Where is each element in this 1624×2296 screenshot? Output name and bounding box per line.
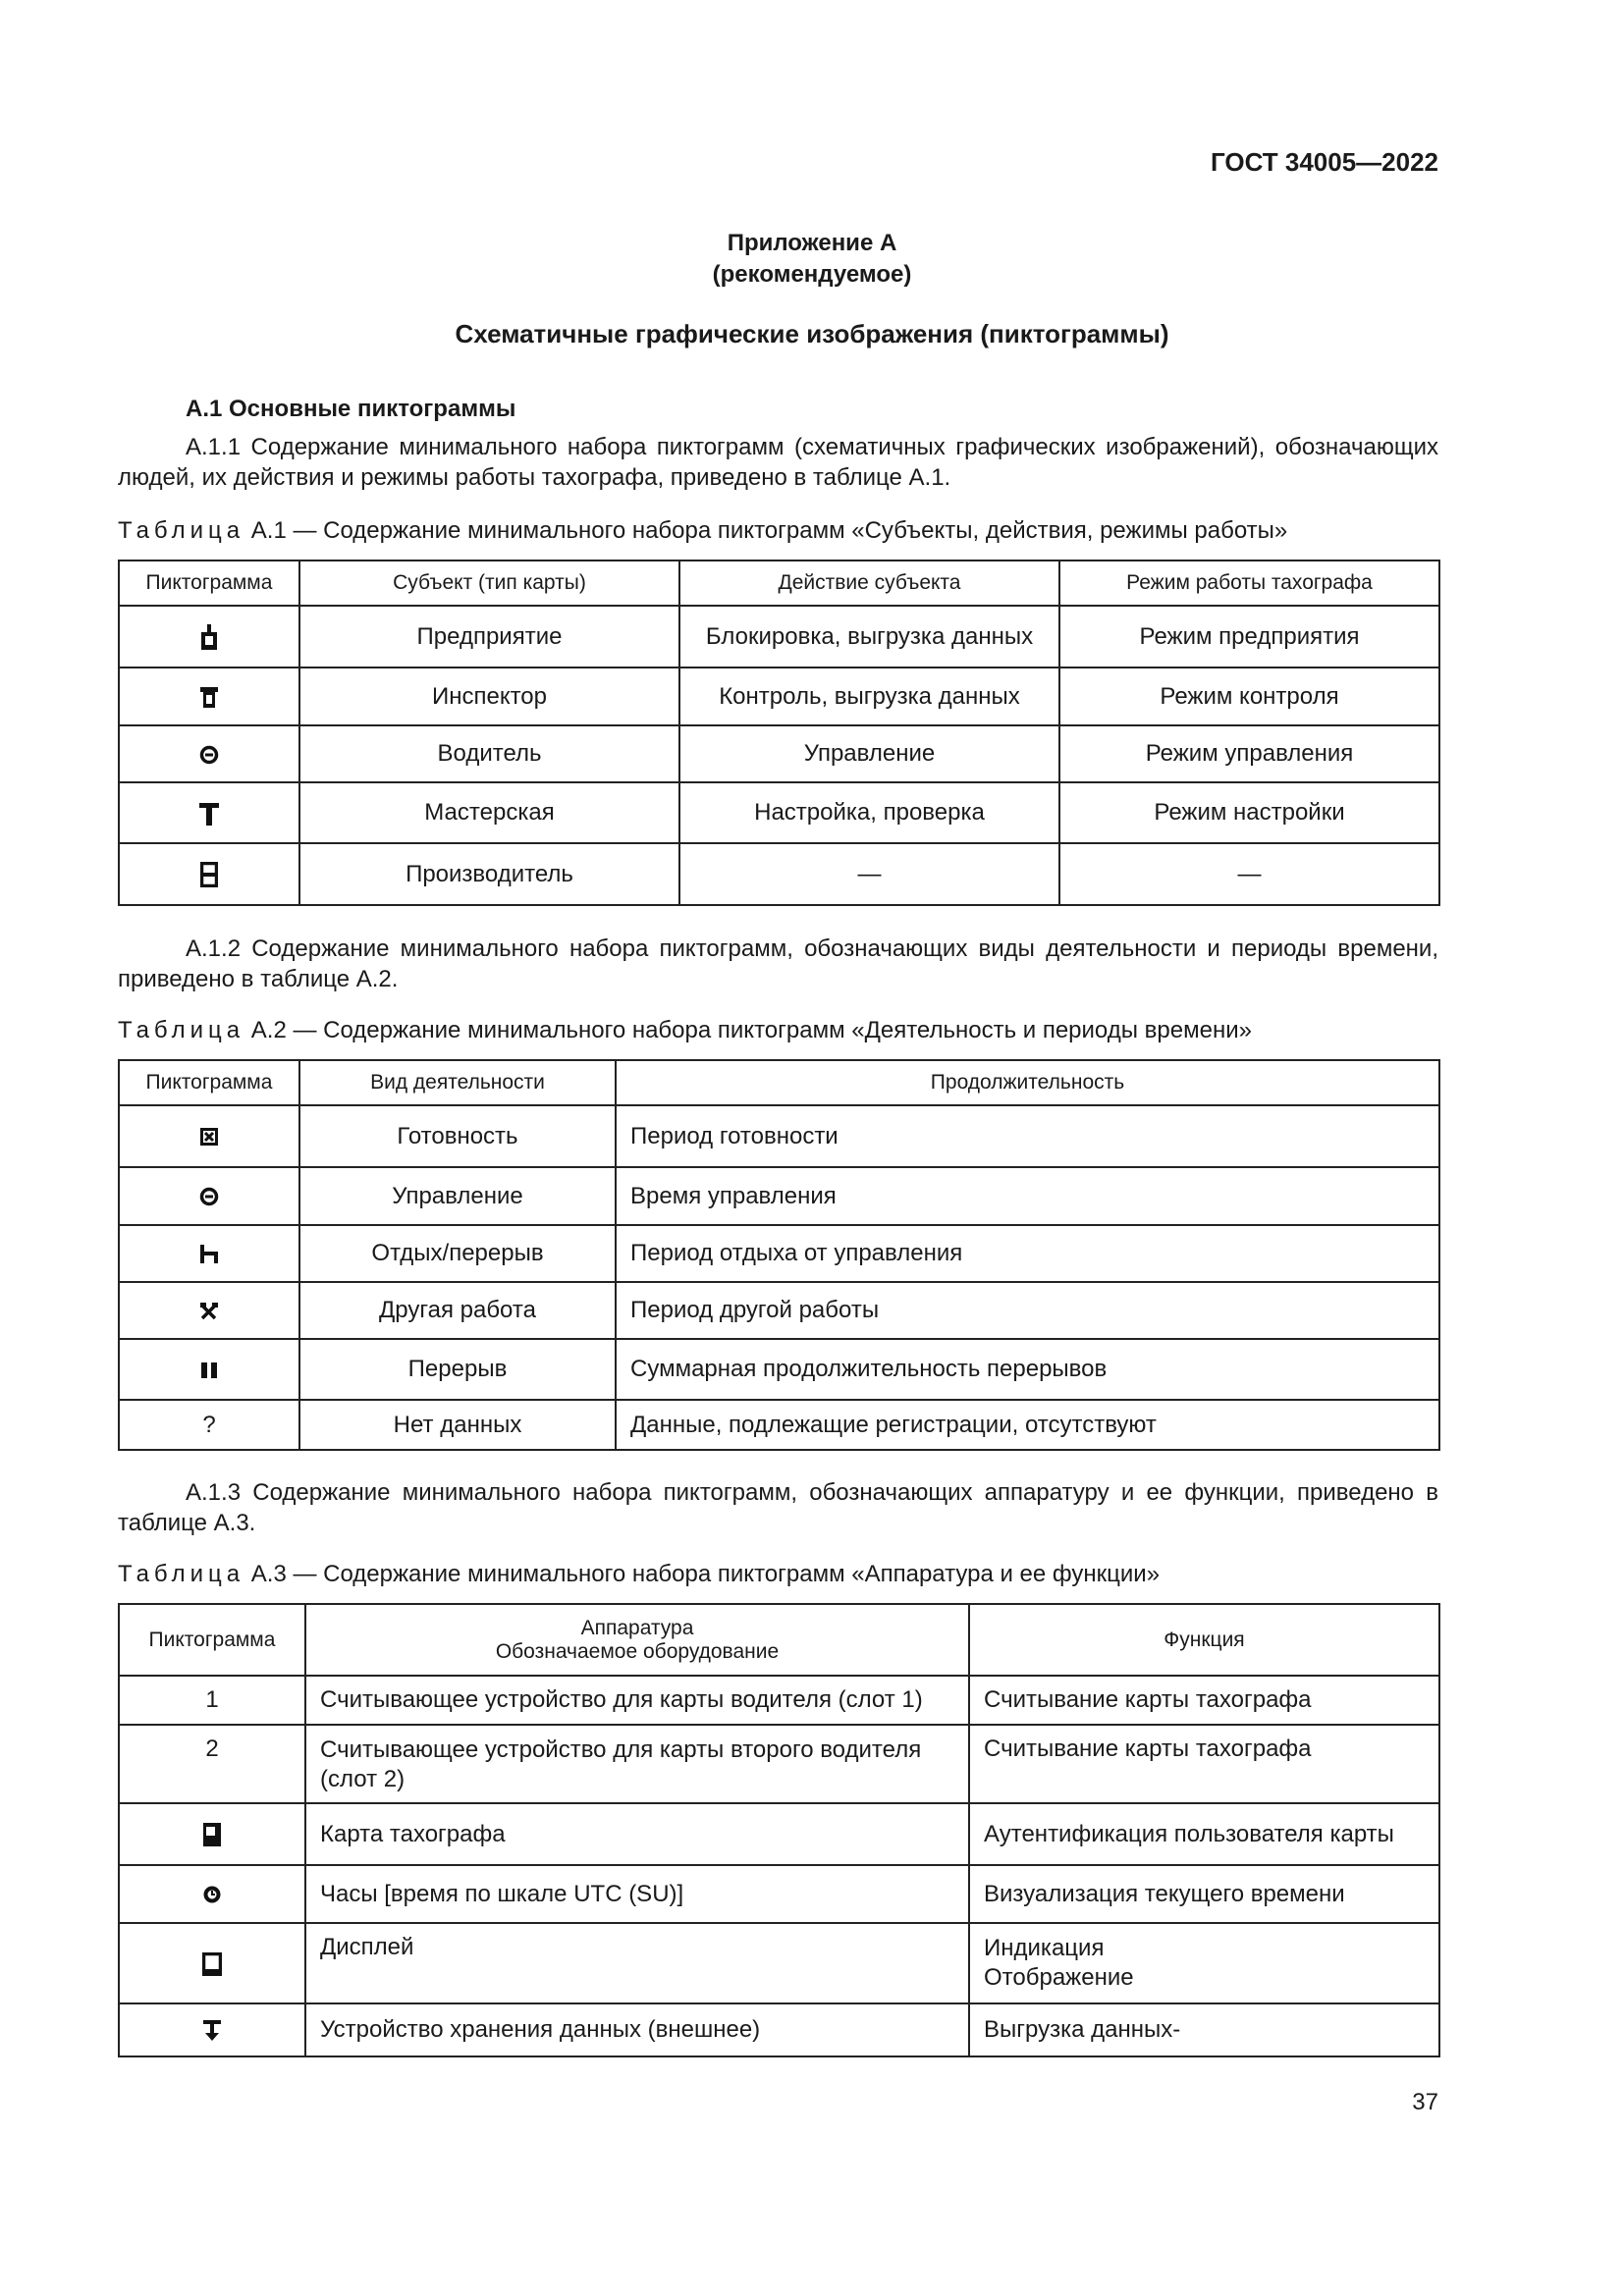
table-row xyxy=(119,1167,1439,1225)
table-cell: Считывающее устройство для карты водителя (слот 1) xyxy=(305,1676,969,1725)
paragraph-a13: А.1.3 Содержание минимального набора пиктограмм, обозначающих аппаратуру и ее функции, приведено в таблице А.3. xyxy=(118,1479,1438,1536)
header-cell: Функция xyxy=(969,1604,1439,1676)
caption-word: Таблица xyxy=(118,1561,245,1587)
appendix-heading xyxy=(0,228,1624,291)
pictogram-cell xyxy=(119,2003,305,2056)
header-cell: Пиктограмма xyxy=(119,1060,299,1105)
table-cell: Период другой работы xyxy=(616,1282,1439,1339)
table-cell: Индикация Отображение xyxy=(969,1923,1439,2003)
company-icon xyxy=(199,623,219,651)
header-cell: Режим работы тахографа xyxy=(1059,561,1439,606)
table-cell: Готовность xyxy=(299,1105,616,1167)
table-row xyxy=(119,1400,1439,1450)
table-cell: Данные, подлежащие регистрации, отсутствуют xyxy=(616,1400,1439,1450)
section-title: Схематичные графические изображения (пиктограммы) xyxy=(455,319,1169,348)
appendix-status: (рекомендуемое) xyxy=(712,261,912,288)
table-row xyxy=(119,1105,1439,1167)
table-cell: Контроль, выгрузка данных xyxy=(679,667,1059,725)
table-row xyxy=(119,1865,1439,1923)
table-header-row xyxy=(119,1060,1439,1105)
pictogram-cell xyxy=(119,1865,305,1923)
table-header-row xyxy=(119,561,1439,606)
caption-word: Таблица xyxy=(118,517,245,544)
paragraph-a12: А.1.2 Содержание минимального набора пиктограмм, обозначающих виды деятельности и периоды времени, приведено в таблице А.2. xyxy=(118,935,1438,992)
caption-text: А.2 — Содержание минимального набора пиктограмм «Деятельность и периоды времени» xyxy=(244,1017,1252,1043)
table-cell: Считывание карты тахографа xyxy=(969,1725,1439,1803)
pictogram-cell xyxy=(119,1923,305,2003)
driving-icon xyxy=(199,1187,219,1206)
slot-number: 2 xyxy=(119,1725,305,1803)
header-cell: Аппаратура Обозначаемое оборудование xyxy=(305,1604,969,1676)
header-cell: Действие субъекта xyxy=(679,561,1059,606)
table-a1 xyxy=(118,560,1440,906)
card-icon xyxy=(203,1823,221,1846)
control-icon xyxy=(200,685,218,709)
unknown-pictogram: ? xyxy=(119,1400,299,1450)
table-cell: Настройка, проверка xyxy=(679,782,1059,843)
availability-icon xyxy=(200,1128,218,1146)
table-cell: Управление xyxy=(299,1167,616,1225)
document-id: ГОСТ 34005—2022 xyxy=(1211,147,1438,177)
table-cell: Инспектор xyxy=(299,667,679,725)
table-row xyxy=(119,843,1439,905)
table-cell: Дисплей xyxy=(305,1923,969,2003)
pictogram-cell xyxy=(119,782,299,843)
appendix-title: Приложение А xyxy=(727,230,897,256)
table-row xyxy=(119,1676,1439,1725)
pictogram-cell xyxy=(119,667,299,725)
table-row xyxy=(119,1725,1439,1803)
pictogram-cell xyxy=(119,725,299,782)
page-number: 37 xyxy=(1412,2089,1438,2115)
table-cell: Блокировка, выгрузка данных xyxy=(679,606,1059,667)
table-row xyxy=(119,606,1439,667)
table-cell: Производитель xyxy=(299,843,679,905)
header-cell: Вид деятельности xyxy=(299,1060,616,1105)
table-cell: Выгрузка данных- xyxy=(969,2003,1439,2056)
table-cell: Нет данных xyxy=(299,1400,616,1450)
subsection-title: А.1 Основные пиктограммы xyxy=(186,396,516,422)
driver-icon xyxy=(199,745,219,765)
table-cell: Отдых/перерыв xyxy=(299,1225,616,1282)
table-cell: Считывающее устройство для карты второго водителя (слот 2) xyxy=(305,1725,969,1803)
break-icon xyxy=(200,1362,218,1379)
table-a2 xyxy=(118,1059,1440,1451)
table-cell: Водитель xyxy=(299,725,679,782)
table-a3 xyxy=(118,1603,1440,2057)
table-cell: Мастерская xyxy=(299,782,679,843)
table-row xyxy=(119,1339,1439,1400)
pictogram-cell xyxy=(119,843,299,905)
table-cell: Считывание карты тахографа xyxy=(969,1676,1439,1725)
slot-number: 1 xyxy=(119,1676,305,1725)
table2-caption xyxy=(118,1017,1252,1044)
pictogram-cell xyxy=(119,1225,299,1282)
caption-text: А.1 — Содержание минимального набора пиктограмм «Субъекты, действия, режимы работы» xyxy=(244,517,1288,544)
table-cell: Карта тахографа xyxy=(305,1803,969,1865)
table-cell: Суммарная продолжительность перерывов xyxy=(616,1339,1439,1400)
table1-caption xyxy=(118,517,1287,545)
caption-word: Таблица xyxy=(118,1017,245,1043)
table-cell: Другая работа xyxy=(299,1282,616,1339)
pictogram-cell xyxy=(119,1339,299,1400)
table-cell: Устройство хранения данных (внешнее) xyxy=(305,2003,969,2056)
manufacturer-icon xyxy=(200,862,218,887)
table-cell: Режим настройки xyxy=(1059,782,1439,843)
pictogram-cell xyxy=(119,1282,299,1339)
table-cell: Период готовности xyxy=(616,1105,1439,1167)
paragraph-a11: А.1.1 Содержание минимального набора пиктограмм (схематичных графических изображений), обозначающих людей, их действия и режимы работы тахографа, приведено в таблице А.1. xyxy=(118,434,1438,491)
caption-text: А.3 — Содержание минимального набора пиктограмм «Аппаратура и ее функции» xyxy=(244,1561,1161,1587)
header-cell: Продолжительность xyxy=(616,1060,1439,1105)
table-row xyxy=(119,2003,1439,2056)
rest-icon xyxy=(199,1245,219,1264)
table-row xyxy=(119,782,1439,843)
table-cell: Управление xyxy=(679,725,1059,782)
table-cell: Визуализация текущего времени xyxy=(969,1865,1439,1923)
header-cell: Пиктограмма xyxy=(119,561,299,606)
download-icon xyxy=(202,2019,222,2043)
table-cell: — xyxy=(679,843,1059,905)
table-cell: — xyxy=(1059,843,1439,905)
table-row xyxy=(119,1225,1439,1282)
pictogram-cell xyxy=(119,1167,299,1225)
other-work-icon xyxy=(199,1302,219,1321)
pictogram-cell xyxy=(119,606,299,667)
table-cell: Предприятие xyxy=(299,606,679,667)
table-cell: Перерыв xyxy=(299,1339,616,1400)
table3-caption xyxy=(118,1561,1160,1588)
header-cell: Пиктограмма xyxy=(119,1604,305,1676)
pictogram-cell xyxy=(119,1803,305,1865)
table-cell: Время управления xyxy=(616,1167,1439,1225)
table-cell: Аутентификация пользователя карты xyxy=(969,1803,1439,1865)
table-row xyxy=(119,725,1439,782)
table-cell: Период отдыха от управления xyxy=(616,1225,1439,1282)
display-icon xyxy=(202,1952,222,1976)
table-cell: Режим контроля xyxy=(1059,667,1439,725)
header-cell: Субъект (тип карты) xyxy=(299,561,679,606)
table-row xyxy=(119,1803,1439,1865)
table-cell: Часы [время по шкале UTC (SU)] xyxy=(305,1865,969,1923)
clock-icon xyxy=(202,1885,222,1904)
table-row xyxy=(119,667,1439,725)
workshop-icon xyxy=(199,801,219,827)
table-row xyxy=(119,1923,1439,2003)
table-row xyxy=(119,1282,1439,1339)
table-cell: Режим предприятия xyxy=(1059,606,1439,667)
table-header-row xyxy=(119,1604,1439,1676)
table-cell: Режим управления xyxy=(1059,725,1439,782)
pictogram-cell xyxy=(119,1105,299,1167)
